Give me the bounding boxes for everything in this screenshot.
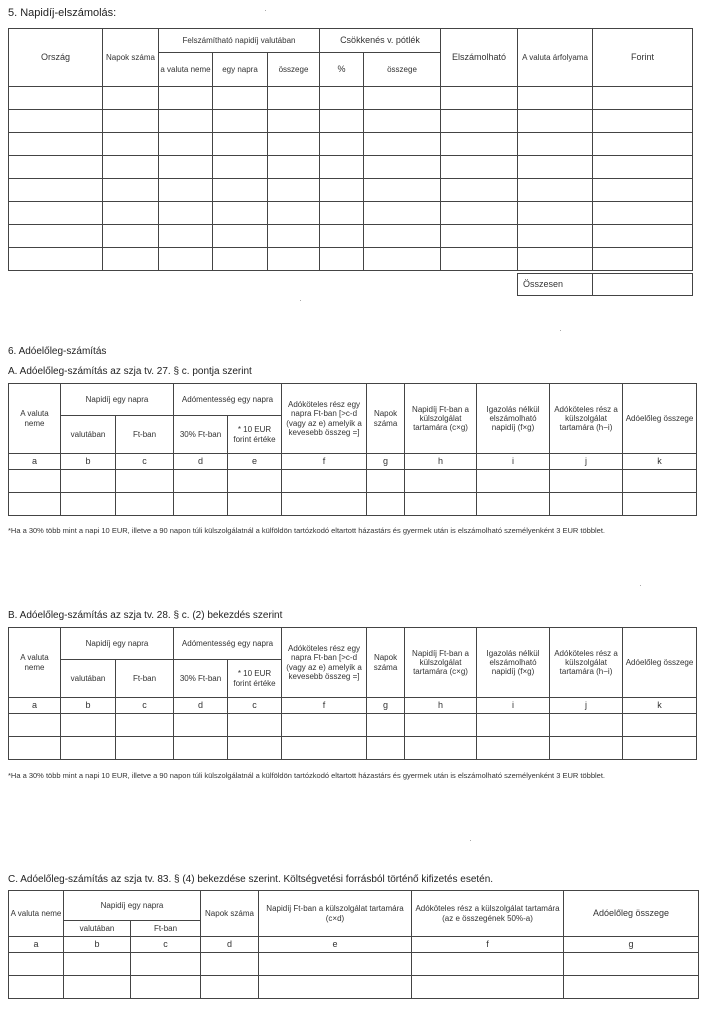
column-letter-row xyxy=(9,937,699,953)
entry-cell[interactable] xyxy=(405,493,477,516)
header-adoeloleg-osszege: Adóelőleg összege xyxy=(564,891,699,937)
column-letter: a xyxy=(9,454,61,470)
entry-cell[interactable] xyxy=(268,248,320,271)
header-igazolas-nelkul: Igazolás nélkül elszámolható napidíj (f×g) xyxy=(477,628,550,698)
entry-cell[interactable] xyxy=(103,179,159,202)
entry-cell[interactable] xyxy=(64,953,131,976)
entry-cell[interactable] xyxy=(9,470,61,493)
entry-cell[interactable] xyxy=(9,179,103,202)
header-valuta-neme: A valuta neme xyxy=(9,384,61,454)
table-row xyxy=(9,156,693,179)
entry-cell[interactable] xyxy=(623,737,697,760)
entry-cell[interactable] xyxy=(259,953,412,976)
header-30-szazalek: 30% Ft-ban xyxy=(174,416,228,454)
entry-cell[interactable] xyxy=(213,156,268,179)
entry-cell[interactable] xyxy=(441,179,518,202)
entry-cell[interactable] xyxy=(131,953,201,976)
entry-cell[interactable] xyxy=(174,493,228,516)
entry-cell[interactable] xyxy=(405,737,477,760)
entry-cell[interactable] xyxy=(364,248,441,271)
header-percent: % xyxy=(320,53,364,87)
osszesen-value-cell[interactable] xyxy=(593,274,693,296)
header-adokoteles-kulszolgalat: Adóköteles rész a külszolgálat tartamára (h−i) xyxy=(550,628,623,698)
header-adomentesseg-group: Adómentesség egy napra xyxy=(174,628,282,660)
column-letter: c xyxy=(116,698,174,714)
entry-cell[interactable] xyxy=(518,110,593,133)
column-letter: e xyxy=(228,454,282,470)
entry-cell[interactable] xyxy=(441,156,518,179)
entry-cell[interactable] xyxy=(518,87,593,110)
entry-cell[interactable] xyxy=(228,714,282,737)
column-letter: f xyxy=(282,698,367,714)
column-letter: a xyxy=(9,937,64,953)
header-adoeloleg-osszege: Adóelőleg összege xyxy=(623,384,697,454)
section5-title: 5. Napidíj-elszámolás: xyxy=(8,7,117,19)
osszesen-label: Összesen xyxy=(518,274,593,296)
header-ft-ban: Ft-ban xyxy=(116,416,174,454)
header-valuta-neme: A valuta neme xyxy=(9,891,64,937)
header-napidij-kulszolgalat: Napidíj Ft-ban a külszolgálat tartamára (c×g) xyxy=(405,628,477,698)
header-ft-ban: Ft-ban xyxy=(116,660,174,698)
entry-cell[interactable] xyxy=(116,737,174,760)
header-igazolas-nelkul: Igazolás nélkül elszámolható napidíj (f×g) xyxy=(477,384,550,454)
entry-cell[interactable] xyxy=(268,179,320,202)
header-adokoteles-kulszolgalat: Adóköteles rész a külszolgálat tartamára (h−i) xyxy=(550,384,623,454)
column-letter: c xyxy=(131,937,201,953)
entry-cell[interactable] xyxy=(159,133,213,156)
column-letter: b xyxy=(64,937,131,953)
entry-cell[interactable] xyxy=(282,493,367,516)
column-letter: k xyxy=(623,698,697,714)
scan-speck xyxy=(640,585,641,586)
table-row xyxy=(9,87,693,110)
table-row xyxy=(9,110,693,133)
entry-cell[interactable] xyxy=(201,976,259,999)
entry-cell[interactable] xyxy=(518,202,593,225)
header-adokoteles-kulszolgalat: Adóköteles rész a külszolgálat tartamára (az e összegének 50%-a) xyxy=(412,891,564,937)
entry-cell[interactable] xyxy=(593,225,693,248)
entry-cell[interactable] xyxy=(441,87,518,110)
entry-cell[interactable] xyxy=(116,493,174,516)
entry-cell[interactable] xyxy=(103,133,159,156)
column-letter: d xyxy=(201,937,259,953)
header-csokkenes-osszege: összege xyxy=(364,53,441,87)
entry-cell[interactable] xyxy=(9,87,103,110)
entry-cell[interactable] xyxy=(282,714,367,737)
entry-cell[interactable] xyxy=(213,179,268,202)
entry-cell[interactable] xyxy=(441,248,518,271)
entry-cell[interactable] xyxy=(213,225,268,248)
entry-cell[interactable] xyxy=(61,714,116,737)
entry-cell[interactable] xyxy=(320,156,364,179)
entry-cell[interactable] xyxy=(550,714,623,737)
entry-cell[interactable] xyxy=(364,179,441,202)
entry-cell[interactable] xyxy=(412,976,564,999)
entry-cell[interactable] xyxy=(564,976,699,999)
header-napok-szama: Napok száma xyxy=(367,384,405,454)
entry-cell[interactable] xyxy=(103,110,159,133)
header-valuta-neme: A valuta neme xyxy=(9,628,61,698)
column-letter: j xyxy=(550,698,623,714)
entry-cell[interactable] xyxy=(213,248,268,271)
column-letter: i xyxy=(477,698,550,714)
entry-cell[interactable] xyxy=(228,470,282,493)
entry-cell[interactable] xyxy=(367,470,405,493)
column-letter: d xyxy=(174,454,228,470)
entry-cell[interactable] xyxy=(623,470,697,493)
section6a-title: A. Adóelőleg-számítás az szja tv. 27. § c. pontja szerint xyxy=(8,366,252,377)
header-adoeloleg-osszege: Adóelőleg összege xyxy=(623,628,697,698)
header-forint: Forint xyxy=(593,29,693,87)
table-row xyxy=(9,470,697,493)
entry-cell[interactable] xyxy=(593,179,693,202)
entry-cell[interactable] xyxy=(405,714,477,737)
entry-cell[interactable] xyxy=(9,493,61,516)
column-letter: b xyxy=(61,454,116,470)
header-napidij-group: Napidíj egy napra xyxy=(61,628,174,660)
entry-cell[interactable] xyxy=(405,470,477,493)
entry-cell[interactable] xyxy=(103,202,159,225)
section6a-footnote: *Ha a 30% több mint a napi 10 EUR, illetve a 90 napon túli külszolgálatnál a külföldön tartózkodó eltartott házastárs és gyermek után is elszámolható személyenként 3 EUR többlet. xyxy=(8,526,605,535)
osszesen-table xyxy=(517,273,693,296)
column-letter: d xyxy=(174,698,228,714)
table-row xyxy=(9,714,697,737)
column-letter: f xyxy=(282,454,367,470)
entry-cell[interactable] xyxy=(367,737,405,760)
header-arfolyam: A valuta árfolyama xyxy=(518,29,593,87)
header-osszege: összege xyxy=(268,53,320,87)
entry-cell[interactable] xyxy=(9,737,61,760)
entry-cell[interactable] xyxy=(550,493,623,516)
entry-cell[interactable] xyxy=(282,470,367,493)
entry-cell[interactable] xyxy=(477,714,550,737)
entry-cell[interactable] xyxy=(9,225,103,248)
entry-cell[interactable] xyxy=(477,493,550,516)
entry-cell[interactable] xyxy=(320,133,364,156)
scan-speck xyxy=(470,840,471,841)
entry-cell[interactable] xyxy=(477,737,550,760)
entry-cell[interactable] xyxy=(174,470,228,493)
entry-cell[interactable] xyxy=(9,248,103,271)
column-letter: b xyxy=(61,698,116,714)
header-csokkenes-group: Csökkenés v. pótlék xyxy=(320,29,441,53)
header-napok-szama: Napok száma xyxy=(367,628,405,698)
scan-speck xyxy=(560,330,561,331)
entry-cell[interactable] xyxy=(9,202,103,225)
header-napidij-group: Napidíj egy napra xyxy=(64,891,201,921)
adoeloleg-a-table xyxy=(8,383,697,516)
entry-cell[interactable] xyxy=(320,87,364,110)
column-letter: g xyxy=(367,698,405,714)
entry-cell[interactable] xyxy=(623,493,697,516)
entry-cell[interactable] xyxy=(159,225,213,248)
entry-cell[interactable] xyxy=(103,225,159,248)
header-valutaban: valutában xyxy=(61,416,116,454)
column-letter: e xyxy=(259,937,412,953)
table-row xyxy=(9,953,699,976)
entry-cell[interactable] xyxy=(64,976,131,999)
table-row xyxy=(9,202,693,225)
header-a-valuta-neme: a valuta neme xyxy=(159,53,213,87)
header-felszamithato-group: Felszámítható napidíj valutában xyxy=(159,29,320,53)
column-letter: g xyxy=(564,937,699,953)
entry-cell[interactable] xyxy=(159,110,213,133)
header-adokoteles-egy-napra: Adóköteles rész egy napra Ft-ban [>c-d (vagy az e) amelyik a kevesebb összeg =] xyxy=(282,628,367,698)
header-adomentesseg-group: Adómentesség egy napra xyxy=(174,384,282,416)
header-napidij-kulszolgalat: Napidíj Ft-ban a külszolgálat tartamára (c×d) xyxy=(259,891,412,937)
entry-cell[interactable] xyxy=(268,156,320,179)
entry-cell[interactable] xyxy=(228,737,282,760)
entry-cell[interactable] xyxy=(593,87,693,110)
header-adokoteles-egy-napra: Adóköteles rész egy napra Ft-ban [>c-d (vagy az e) amelyik a kevesebb összeg =] xyxy=(282,384,367,454)
table-row xyxy=(9,493,697,516)
entry-cell[interactable] xyxy=(518,156,593,179)
entry-cell[interactable] xyxy=(518,225,593,248)
entry-cell[interactable] xyxy=(364,225,441,248)
entry-cell[interactable] xyxy=(9,110,103,133)
entry-cell[interactable] xyxy=(174,737,228,760)
entry-cell[interactable] xyxy=(550,737,623,760)
entry-cell[interactable] xyxy=(367,493,405,516)
entry-cell[interactable] xyxy=(61,493,116,516)
entry-cell[interactable] xyxy=(593,156,693,179)
entry-cell[interactable] xyxy=(441,110,518,133)
table-row xyxy=(9,133,693,156)
column-letter: g xyxy=(367,454,405,470)
scan-speck xyxy=(265,10,266,11)
column-letter: i xyxy=(477,454,550,470)
entry-cell[interactable] xyxy=(9,714,61,737)
column-letter: h xyxy=(405,454,477,470)
entry-cell[interactable] xyxy=(103,87,159,110)
header-napidij-kulszolgalat: Napidíj Ft-ban a külszolgálat tartamára (c×g) xyxy=(405,384,477,454)
scan-speck xyxy=(300,300,301,301)
column-letter-row xyxy=(9,698,697,714)
entry-cell[interactable] xyxy=(268,110,320,133)
column-letter: j xyxy=(550,454,623,470)
entry-cell[interactable] xyxy=(9,156,103,179)
entry-cell[interactable] xyxy=(367,714,405,737)
entry-cell[interactable] xyxy=(518,248,593,271)
column-letter: a xyxy=(9,698,61,714)
napidij-elszamolas-table xyxy=(8,28,693,271)
entry-cell[interactable] xyxy=(320,110,364,133)
header-valutaban: valutában xyxy=(61,660,116,698)
header-10-eur: * 10 EUR forint értéke xyxy=(228,416,282,454)
table-row xyxy=(9,737,697,760)
table-row xyxy=(9,225,693,248)
entry-cell[interactable] xyxy=(364,133,441,156)
entry-cell[interactable] xyxy=(159,248,213,271)
entry-cell[interactable] xyxy=(259,976,412,999)
entry-cell[interactable] xyxy=(159,202,213,225)
entry-cell[interactable] xyxy=(103,156,159,179)
entry-cell[interactable] xyxy=(593,110,693,133)
entry-cell[interactable] xyxy=(593,133,693,156)
table-row xyxy=(9,179,693,202)
table-row xyxy=(9,976,699,999)
section6b-footnote: *Ha a 30% több mint a napi 10 EUR, illetve a 90 napon túli külszolgálatnál a külföldön tartózkodó eltartott házastárs és gyermek után is elszámolható személyenként 3 EUR többlet. xyxy=(8,771,605,780)
entry-cell[interactable] xyxy=(412,953,564,976)
header-elszamolhato: Elszámolható xyxy=(441,29,518,87)
header-napidij-group: Napidíj egy napra xyxy=(61,384,174,416)
header-napok-szama: Napok száma xyxy=(103,29,159,87)
entry-cell[interactable] xyxy=(441,225,518,248)
header-ft-ban: Ft-ban xyxy=(131,921,201,937)
entry-cell[interactable] xyxy=(213,133,268,156)
header-30-szazalek: 30% Ft-ban xyxy=(174,660,228,698)
column-letter: c xyxy=(116,454,174,470)
entry-cell[interactable] xyxy=(61,737,116,760)
entry-cell[interactable] xyxy=(564,953,699,976)
section6-title: 6. Adóelőleg-számítás xyxy=(8,346,107,357)
entry-cell[interactable] xyxy=(174,714,228,737)
header-napok-szama: Napok száma xyxy=(201,891,259,937)
column-letter-row xyxy=(9,454,697,470)
header-10-eur: * 10 EUR forint értéke xyxy=(228,660,282,698)
entry-cell[interactable] xyxy=(131,976,201,999)
entry-cell[interactable] xyxy=(282,737,367,760)
adoeloleg-c-table xyxy=(8,890,699,999)
entry-cell[interactable] xyxy=(593,202,693,225)
header-egy-napra: egy napra xyxy=(213,53,268,87)
entry-cell[interactable] xyxy=(9,133,103,156)
section6c-title: C. Adóelőleg-számítás az szja tv. 83. § (4) bekezdése szerint. Költségvetési forrásból történő kifizetés esetén. xyxy=(8,874,494,885)
entry-cell[interactable] xyxy=(159,87,213,110)
entry-cell[interactable] xyxy=(441,202,518,225)
entry-cell[interactable] xyxy=(364,156,441,179)
entry-cell[interactable] xyxy=(268,87,320,110)
entry-cell[interactable] xyxy=(364,110,441,133)
column-letter: c xyxy=(228,698,282,714)
entry-cell[interactable] xyxy=(518,179,593,202)
entry-cell[interactable] xyxy=(268,202,320,225)
entry-cell[interactable] xyxy=(159,156,213,179)
column-letter: f xyxy=(412,937,564,953)
entry-cell[interactable] xyxy=(159,179,213,202)
entry-cell[interactable] xyxy=(477,470,550,493)
entry-cell[interactable] xyxy=(201,953,259,976)
entry-cell[interactable] xyxy=(268,133,320,156)
header-orszag: Ország xyxy=(9,29,103,87)
entry-cell[interactable] xyxy=(213,87,268,110)
entry-cell[interactable] xyxy=(228,493,282,516)
entry-cell[interactable] xyxy=(364,202,441,225)
entry-cell[interactable] xyxy=(441,133,518,156)
entry-cell[interactable] xyxy=(103,248,159,271)
entry-cell[interactable] xyxy=(9,953,64,976)
entry-cell[interactable] xyxy=(320,179,364,202)
column-letter: h xyxy=(405,698,477,714)
section6b-title: B. Adóelőleg-számítás az szja tv. 28. § c. (2) bekezdés szerint xyxy=(8,610,283,621)
entry-cell[interactable] xyxy=(623,714,697,737)
entry-cell[interactable] xyxy=(116,714,174,737)
entry-cell[interactable] xyxy=(9,976,64,999)
adoeloleg-b-table xyxy=(8,627,697,760)
table-row xyxy=(9,248,693,271)
header-valutaban: valutában xyxy=(64,921,131,937)
entry-cell[interactable] xyxy=(593,248,693,271)
entry-cell[interactable] xyxy=(213,110,268,133)
entry-cell[interactable] xyxy=(320,248,364,271)
entry-cell[interactable] xyxy=(61,470,116,493)
entry-cell[interactable] xyxy=(320,225,364,248)
entry-cell[interactable] xyxy=(320,202,364,225)
entry-cell[interactable] xyxy=(550,470,623,493)
entry-cell[interactable] xyxy=(518,133,593,156)
column-letter: k xyxy=(623,454,697,470)
entry-cell[interactable] xyxy=(268,225,320,248)
entry-cell[interactable] xyxy=(364,87,441,110)
entry-cell[interactable] xyxy=(213,202,268,225)
entry-cell[interactable] xyxy=(116,470,174,493)
